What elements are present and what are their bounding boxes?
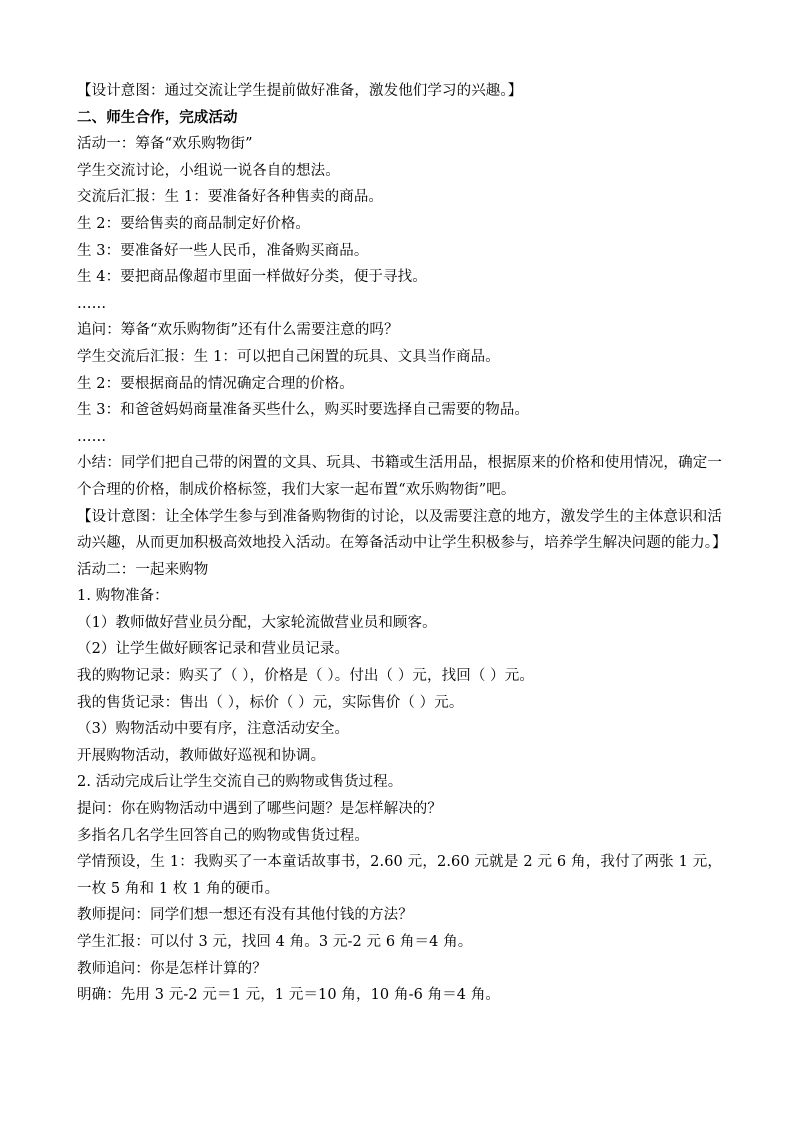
design-intent-1: 【设计意图：通过交流让学生提前做好准备，激发他们学习的兴趣。】 bbox=[77, 83, 523, 99]
student-answer-paragraph: 学情预设，生 1：我购买了一本童话故事书，2.60 元，2.60 元就是 2 元 6 角，我付了两张 1 元，一枚 5 角和 1 枚 1 角的硬币。 bbox=[77, 854, 722, 897]
paragraph-line: 1. 购物准备： bbox=[77, 588, 169, 605]
paragraph-line: （2）让学生做好顾客记录和营业员记录。 bbox=[77, 641, 350, 658]
paragraph-line: 学生汇报：可以付 3 元，找回 4 角。3 元-2 元 6 角＝4 角。 bbox=[77, 934, 473, 950]
document-page bbox=[77, 78, 727, 1009]
activity-1-title: 活动一：筹备“欢乐购物街” bbox=[77, 136, 253, 153]
activity-2-title: 活动二：一起来购物 bbox=[77, 561, 209, 578]
design-intent-2: 【设计意图：让全体学生参与到准备购物街的讨论，以及需要注意的地方，激发学生的主体意识和活动兴趣，从而更加积极高效地投入活动。在筹备活动中让学生积极参与，培养学生解决问题的能力。】 bbox=[77, 508, 727, 552]
sales-record-line: 我的售货记录：售出（ ），标价（ ）元，实际售价（ ）元。 bbox=[77, 694, 464, 711]
summary-paragraph: 小结：同学们把自己带的闲置的文具、玩具、书籍或生活用品，根据原来的价格和使用情况，确定一个合理的价格，制成价格标签，我们大家一起布置“欢乐购物街”吧。 bbox=[77, 455, 722, 498]
paragraph-line: 生 3：要准备好一些人民币，准备购买商品。 bbox=[77, 242, 369, 259]
paragraph-line: 学生交流讨论，小组说一说各自的想法。 bbox=[77, 162, 340, 179]
paragraph-line: 开展购物活动，教师做好巡视和协调。 bbox=[77, 747, 326, 764]
paragraph-line: 生 4：要把商品像超市里面一样做好分类，便于寻找。 bbox=[77, 269, 427, 286]
ellipsis-line: …… bbox=[77, 428, 107, 445]
paragraph-line: 2. 活动完成后让学生交流自己的购物或售货过程。 bbox=[77, 774, 403, 791]
paragraph-line: 教师追问：你是怎样计算的？ bbox=[77, 960, 267, 977]
paragraph-line: 追问：筹备“欢乐购物街”还有什么需要注意的吗？ bbox=[77, 322, 399, 339]
paragraph-line: 提问：你在购物活动中遇到了哪些问题？是怎样解决的？ bbox=[77, 801, 442, 818]
shopping-record-line: 我的购物记录：购买了（ ），价格是（ ）。付出（ ）元，找回（ ）元。 bbox=[77, 668, 534, 685]
paragraph-line: 生 3：和爸爸妈妈商量准备买些什么，购买时要选择自己需要的物品。 bbox=[77, 402, 530, 419]
ellipsis-line: …… bbox=[77, 295, 107, 312]
paragraph-line: （3）购物活动中要有序，注意活动安全。 bbox=[77, 721, 350, 738]
paragraph-line: （1）教师做好营业员分配，大家轮流做营业员和顾客。 bbox=[77, 614, 437, 631]
paragraph-line: 生 2：要根据商品的情况确定合理的价格。 bbox=[77, 375, 354, 392]
paragraph-line: 生 2：要给售卖的商品制定好价格。 bbox=[77, 215, 311, 232]
paragraph-line: 学生交流后汇报：生 1：可以把自己闲置的玩具、文具当作商品。 bbox=[77, 348, 500, 365]
paragraph-line: 明确：先用 3 元-2 元＝1 元，1 元＝10 角，10 角-6 角＝4 角。 bbox=[77, 987, 501, 1004]
paragraph-line: 教师提问：同学们想一想还有没有其他付钱的方法？ bbox=[77, 907, 413, 924]
paragraph-line: 多指名几名学生回答自己的购物或售货过程。 bbox=[77, 827, 369, 844]
paragraph-line: 交流后汇报：生 1：要准备好各种售卖的商品。 bbox=[77, 189, 384, 206]
section-heading-2: 二、师生合作，完成活动 bbox=[77, 108, 238, 126]
